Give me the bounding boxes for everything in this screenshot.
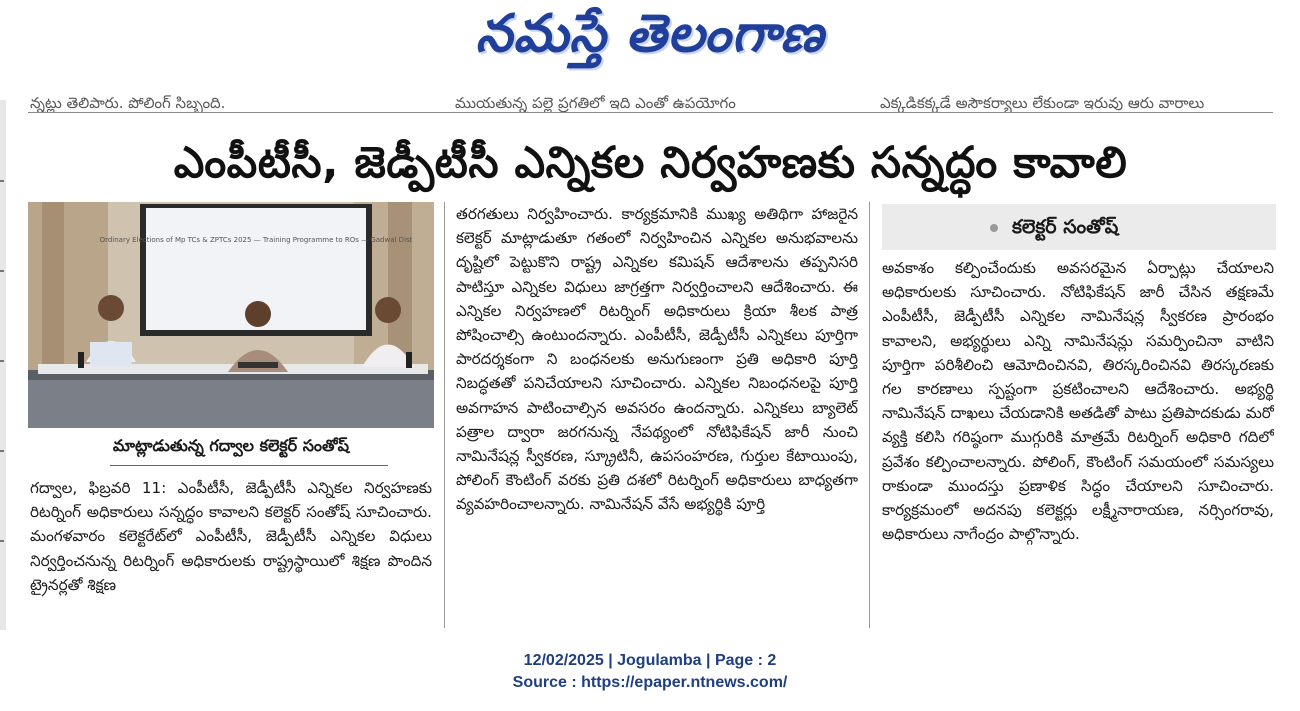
meeting-photo-illustration — [28, 202, 434, 428]
article-column-1 — [30, 476, 432, 624]
page-footer — [0, 650, 1300, 694]
footer-source-link[interactable]: Source : https://epaper.ntnews.com/ — [512, 674, 788, 691]
article-body-text: అవకాశం కల్పించేందుకు అవసరమైన ఏర్పాట్లు చేయాలని అధికారులకు సూచించారు. నోటిఫికేషన్ జారీ చేసిన తక్షణమే ఎంపీటీసీ, జెడ్పీటీసీ ఎన్నికల నామినేషన్ల స్వీకరణ ప్రారంభం కావాలని, అభ్యర్థులు ఎన్ని నామినేషన్లు సమర్పించినా వాటిని పూర్తిగా పరిశీలించి ఆమోదించినవి, తిరస్కరించినవి తిరస్కరణకు గల కారణాలు స్పష్టంగా ప్రకటించాలని ఆదేశించారు. అభ్యర్థి నామినేషన్ దాఖలు చేయడానికి అతడితో పాటు ప్రతిపాదకుడు మరో వ్యక్తి కలిసి గరిష్ఠంగా ముగ్గురికి మాత్రమే రిటర్నింగ్ అధికారి గదిలో ప్రవేశం కల్పించాలన్నారు. పోలింగ్, కౌంటింగ్ సమయంలో సమస్యలు రాకుండా ముందస్తు ప్రణాళిక సిద్ధం చేయాలని సూచించారు. కార్యక్రమంలో అదనపు కలెక్టర్లు లక్ష్మీనారాయణ, నర్సింగరావు, అధికారులు నాగేంద్రం పాల్గొన్నారు. — [882, 259, 1274, 544]
masthead — [0, 0, 1300, 80]
newspaper-logo: నమస్తే తెలంగాణ — [475, 4, 825, 64]
article-body-text: గద్వాల, ఫిబ్రవరి 11: ఎంపీటీసీ, జెడ్పీటీసీ ఎన్నికల నిర్వహణకు రిటర్నింగ్ అధికారులు సన్నద్ధం కావాలని కలెక్టర్ సంతోష్ సూచించారు. మంగళవారం కలెక్టరేట్‌లో ఎంపీటీసీ, జెడ్పీటీసీ ఎన్నికల విధులు నిర్వర్తించనున్న రిటర్నింగ్ అధికారులకు రాష్ట్రస్థాయిలో శిక్షణ పొందిన ట్రైనర్లతో శిక్షణ — [30, 479, 432, 594]
column-rule — [444, 202, 445, 628]
bullet-icon — [990, 224, 998, 232]
column-rule — [869, 202, 870, 628]
footer-date-edition: 12/02/2025 | Jogulamba | Page : 2 — [523, 652, 777, 669]
page-edge-strip — [0, 100, 6, 630]
article-column-3 — [882, 256, 1274, 626]
caption-underline — [110, 465, 388, 466]
subheading-text: కలెక్టర్ సంతోష్ — [1012, 216, 1119, 238]
cut-off-text-col2: ముయతున్న పల్లె ప్రగతిలో ఇది ఎంతో ఉపయోగం — [455, 94, 736, 112]
article-body-text: తరగతులు నిర్వహించారు. కార్యక్రమానికి ముఖ్య అతిథిగా హాజరైన కలెక్టర్ మాట్లాడుతూ గతంలో నిర్వహించిన ఎన్నికల అనుభవాలను దృష్టిలో పెట్టుకొని రాష్ట్ర ఎన్నికల కమిషన్ ఆదేశాలను తప్పనిసరి పాటిస్తూ ఎన్నికల విధులు జాగ్రత్తగా నిర్వర్తించాలని ఆదేశించారు. ఈ ఎన్నికల నిర్వహణలో రిటర్నింగ్ అధికారులు క్రియా శీలక పాత్ర పోషించాల్సి ఉంటుందన్నారు. ఎంపీటీసీ, జెడ్పీటీసీ ఎన్నికలు పూర్తిగా పారదర్శకంగా ని బంధనలకు అనుగుణంగా ప్రతి అధికారి పూర్తి నిబద్ధతతో పనిచేయాలని సూచించారు. ఎన్నికల నిబంధనలపై పూర్తి అవగాహన పాటించాల్సిన అవసరం ఉందన్నారు. ఎన్నికలు బ్యాలెట్ పత్రాల ద్వారా జరగనున్న నేపథ్యంలో నోటిఫికేషన్ జారీ నుంచి నామినేషన్ల స్వీకరణ, స్క్రూటినీ, ఉపసంహరణ, గుర్తుల కేటాయింపు, పోలింగ్ కౌంటింగ్ వరకు ప్రతి దశలో రిటర్నింగ్ అధికారులు బాధ్యతగా వ్యవహరించాలన్నారు. నామినేషన్ వేసే అభ్యర్థికి పూర్తి — [456, 205, 858, 514]
section-divider — [28, 112, 1273, 113]
projector-screen-text: Ordinary Elections of Mp TCs & ZPTCs 2025 — Training Programme to ROs — Gadwal Dist — [99, 236, 413, 244]
article-column-2 — [456, 202, 858, 626]
cut-off-text-col1: న్నట్లు తెలిపారు. పోలింగ్ సిబ్బంది. — [30, 94, 226, 112]
cut-off-text-col3: ఎక్కడికక్కడే అసౌకర్యాలు లేకుండా ఇరువు ఆరు వారాలు — [880, 94, 1205, 112]
article-photo — [28, 202, 434, 428]
article-subheading — [882, 204, 1276, 250]
photo-caption: మాట్లాడుతున్న గద్వాల కలెక్టర్ సంతోష్ — [112, 436, 350, 455]
article-headline: ఎంపీటీసీ, జెడ్పీటీసీ ఎన్నికల నిర్వహణకు సన్నద్ధం కావాలి — [173, 138, 1128, 188]
